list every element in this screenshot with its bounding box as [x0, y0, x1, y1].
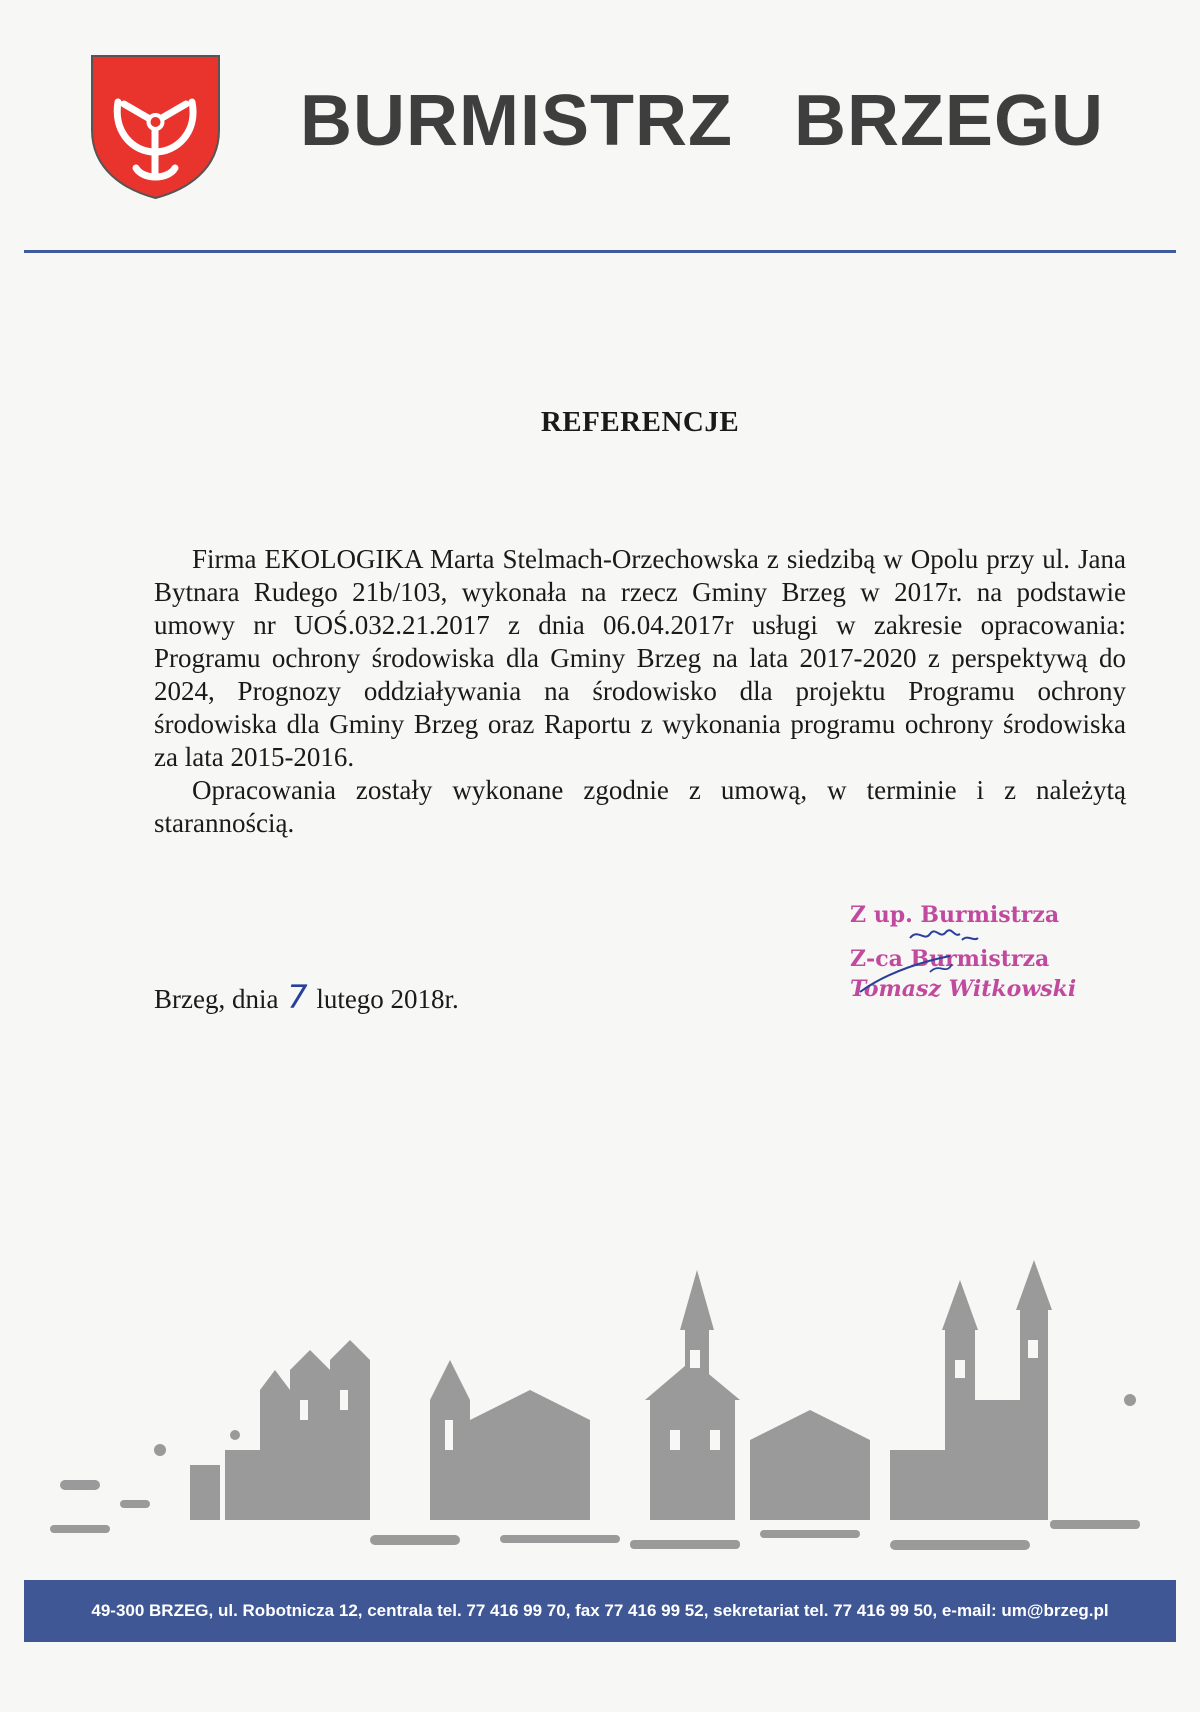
coat-of-arms-icon: [88, 52, 223, 200]
body-paragraph: Opracowania zostały wykonane zgodnie z umową, w terminie i z należytą starannością.: [154, 775, 1126, 838]
date-prefix: Brzeg, dnia: [154, 984, 279, 1014]
signature-role: Z-ca Burmistrza: [850, 946, 1050, 972]
document-body: [154, 543, 1126, 840]
town-skyline-illustration: [30, 1250, 1170, 1580]
date-day: 7: [287, 978, 308, 1016]
organization-name: BURMISTRZ BRZEGU: [300, 81, 1104, 161]
date-suffix: lutego 2018r.: [316, 984, 459, 1014]
place-and-date: [154, 978, 459, 1016]
signature-name: Tomasz Witkowski: [850, 976, 1077, 1002]
handwritten-signature-icon: [840, 920, 1090, 1000]
header-divider: [24, 250, 1176, 253]
signature-authority: Z up. Burmistrza: [850, 902, 1060, 928]
document-title: REFERENCJE: [540, 406, 740, 438]
footer-contact-bar: 49-300 BRZEG, ul. Robotnicza 12, centrala tel. 77 416 99 70, fax 77 416 99 52, sekretariat tel. 77 416 99 50, e-mail: um@brzeg.pl: [24, 1580, 1176, 1642]
body-paragraph: Firma EKOLOGIKA Marta Stelmach-Orzechowska z siedzibą w Opolu przy ul. Jana Bytnara Rudego 21b/103, wykonała na rzecz Gminy Brzeg w 2017r. na podstawie umowy nr UOŚ.032.21.2017 z dnia 06.04.2017r usługi w zakresie opracowania: Programu ochrony środowiska dla Gminy Brzeg na lata 2017-2020 z perspektywą do 2024, Prognozy oddziaływania na środowisko dla projektu Programu ochrony środowiska dla Gminy Brzeg oraz Raportu z wykonania programu ochrony środowiska za lata 2015-2016.: [154, 544, 1126, 772]
